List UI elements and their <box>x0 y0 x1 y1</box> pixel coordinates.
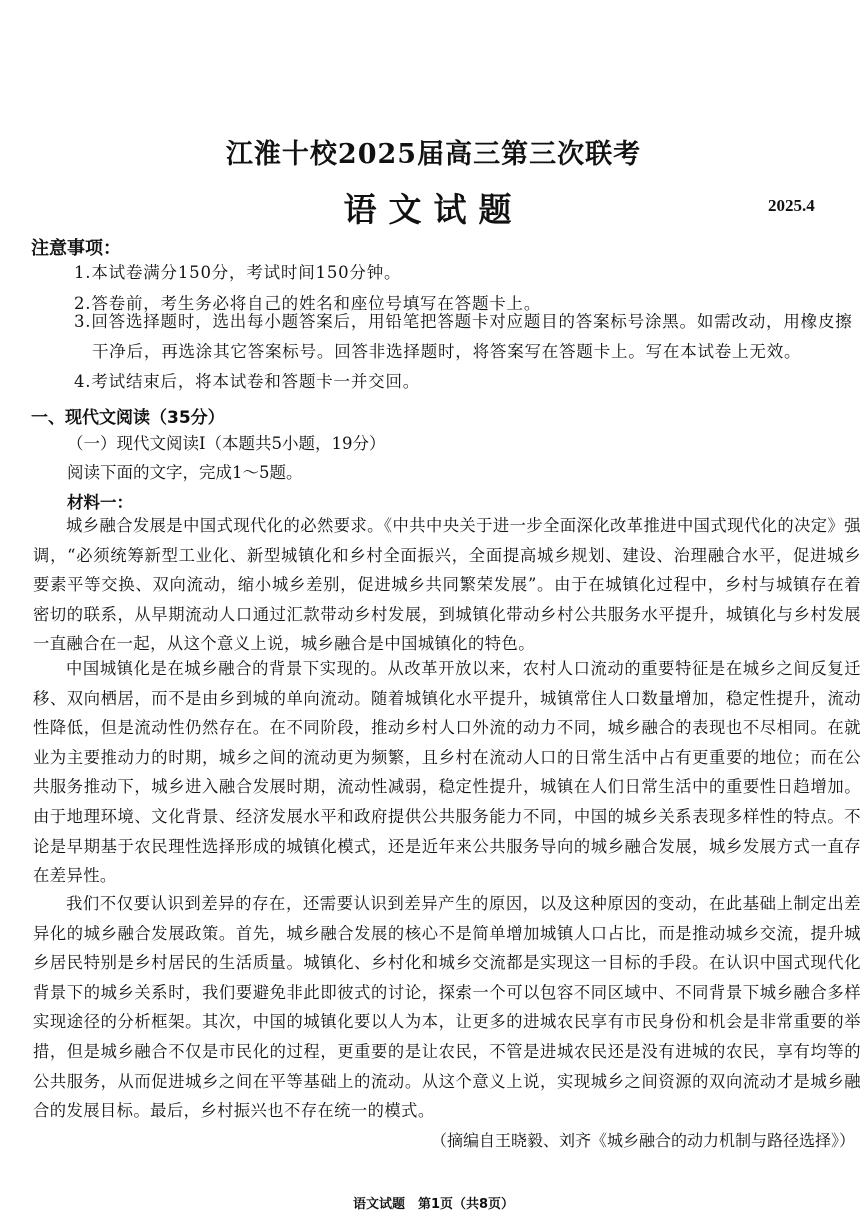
notice-heading: 注意事项： <box>31 238 121 259</box>
notice-item: 2.答卷前，考生务必将自己的姓名和座位号填写在答题卡上。 <box>74 294 542 313</box>
exam-date: 2025.4 <box>768 196 815 215</box>
paragraph-2: 中国城镇化是在城乡融合的背景下实现的。从改革开放以来，农村人口流动的重要特征是在城乡之间反复迁移、双向栖居，而不是由乡到城的单向流动。随着城镇化水平提升，城镇常住人口数量增加，稳定性提升，流动性降低，但是流动性仍然存在。在不同阶段，推动乡村人口外流的动力不同，城乡融合的表现也不尽相同。在就业为主要推动力的时期，城乡之间的流动更为频繁，且乡村在流动人口的日常生活中占有更重要的地位；而在公共服务推动下，城乡进入融合发展时期，流动性减弱，稳定性提升，城镇在人们日常生活中的重要性日趋增加。由于地理环境、文化背景、经济发展水平和政府提供公共服务能力不同，中国的城乡关系表现多样性的特点。不论是早期基于农民理性选择形成的城镇化模式，还是近年来公共服务导向的城乡融合发展，城乡发展方式一直存在差异性。 <box>33 659 861 886</box>
notice-item: 1.本试卷满分150分，考试时间150分钟。 <box>74 263 402 282</box>
citation: （摘编自王晓毅、刘齐《城乡融合的动力机制与路径选择》） <box>430 1131 855 1150</box>
paragraph-1: 城乡融合发展是中国式现代化的必然要求。《中共中央关于进一步全面深化改革推进中国式现代化的决定》强调，“必须统筹新型工业化、新型城镇化和乡村全面振兴，全面提高城乡规划、建设、治理融合水平，促进城乡要素平等交换、双向流动，缩小城乡差别，促进城乡共同繁荣发展”。由于在城镇化过程中，乡村与城镇存在着密切的联系，从早期流动人口通过汇款带动乡村发展，到城镇化带动乡村公共服务水平提升，城镇化与乡村发展一直融合在一起，从这个意义上说，城乡融合是中国城镇化的特色。 <box>33 516 861 654</box>
reading-instruction: 阅读下面的文字，完成1～5题。 <box>67 463 303 482</box>
sub-heading: （一）现代文阅读Ⅰ（本题共5小题，19分） <box>67 434 386 453</box>
subject-title: 语文试题 <box>343 190 524 229</box>
exam-title: 江淮十校2025届高三第三次联考 <box>225 139 642 170</box>
notice-item-continuation: 干净后，再选涂其它答案标号。回答非选择题时，将答案写在答题卡上。写在本试卷上无效。 <box>92 342 802 361</box>
notice-item: 4.考试结束后，将本试卷和答题卡一并交回。 <box>74 372 421 391</box>
notice-item: 3.回答选择题时，选出每小题答案后，用铅笔把答题卡对应题目的答案标号涂黑。如需改动，用橡皮擦 <box>74 312 853 331</box>
page-footer: 语文试题 第1页（共8页） <box>352 1197 515 1212</box>
section-heading: 一、现代文阅读（35分） <box>31 408 225 428</box>
paragraph-3: 我们不仅要认识到差异的存在，还需要认识到差异产生的原因，以及这种原因的变动，在此基础上制定出差异化的城乡融合发展政策。首先，城乡融合发展的核心不是简单增加城镇人口占比，而是推动城乡交流，提升城乡居民特别是乡村居民的生活质量。城镇化、乡村化和城乡交流都是实现这一目标的手段。在认识中国式现代化背景下的城乡关系时，我们要避免非此即彼式的讨论，探索一个可以包容不同区域中、不同背景下城乡融合多样实现途径的分析框架。其次，中国的城镇化要以人为本，让更多的进城农民享有市民身份和机会是非常重要的举措，但是城乡融合不仅是市民化的过程，更重要的是让农民，不管是进城农民还是没有进城的农民，享有均等的公共服务，从而促进城乡之间在平等基础上的流动。从这个意义上说，实现城乡之间资源的双向流动才是城乡融合的发展目标。最后，乡村振兴也不存在统一的模式。 <box>33 894 861 1121</box>
material-label: 材料一： <box>67 493 133 512</box>
